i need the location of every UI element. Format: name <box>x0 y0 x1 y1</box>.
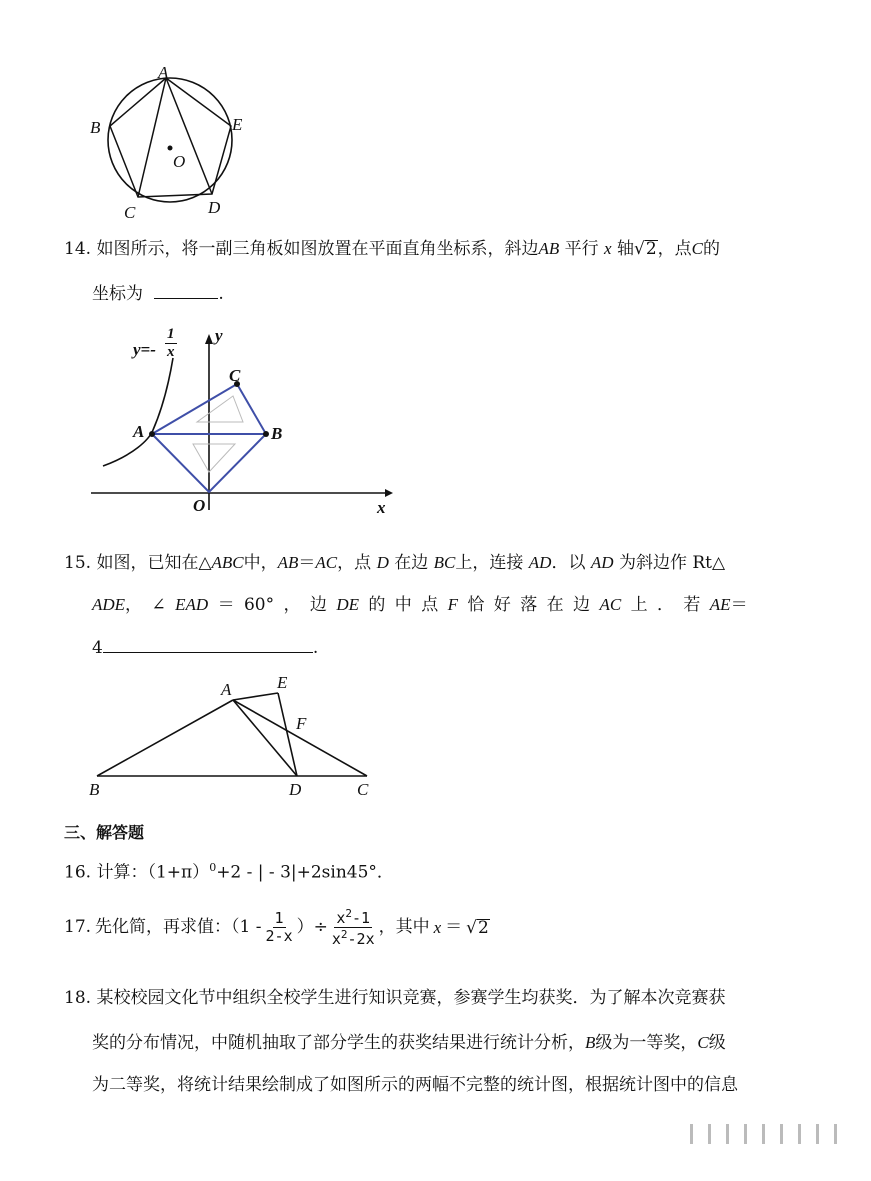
q16-text-b: +2 - | - 3|+2sin45°． <box>216 862 394 883</box>
circumcircle <box>108 78 232 202</box>
ruler-upper <box>197 396 243 422</box>
q18-number: 18. <box>64 988 92 1008</box>
q14-line2-text: 坐标为 <box>92 284 143 304</box>
q15-t24: AC <box>599 595 622 614</box>
q17-line <box>64 908 490 947</box>
q16-line <box>64 862 394 882</box>
q14-number: 14. <box>64 239 92 259</box>
q17-eq: ＝ <box>445 917 463 937</box>
q17-f1-denominator: 2-x <box>265 927 293 945</box>
q17-text-a: 先化简，再求值：（1 - <box>95 917 262 937</box>
q15-t12: AD <box>528 553 552 572</box>
label-O: O <box>173 152 186 171</box>
x-axis-arrow <box>385 489 393 497</box>
label-C: C <box>124 203 136 222</box>
label-C: C <box>357 780 369 799</box>
q16-exponent: 0 <box>209 861 217 874</box>
q15-t15: 为斜边作 Rt△ <box>618 553 726 573</box>
label-D: D <box>289 780 302 799</box>
q14-c: C <box>691 239 704 258</box>
q18-line3-text: 为二等奖，将统计结果绘制成了如图所示的两幅不完整的统计图，根据统计图中的信息 <box>92 1075 738 1095</box>
bar-mark <box>708 1124 711 1144</box>
q18-line2 <box>92 1034 726 1052</box>
q15-t29: . <box>312 638 319 658</box>
q15-t20: DE <box>336 595 359 614</box>
q14-text-3: 轴 <box>617 239 634 259</box>
q15-t18: EAD <box>175 595 209 614</box>
q18-line3 <box>92 1077 738 1094</box>
bar-mark <box>780 1124 783 1144</box>
label-C: C <box>229 366 241 385</box>
chord-AC <box>138 78 166 197</box>
triangle-svg <box>85 670 385 805</box>
q15-t23: 恰 好 落 在 边 <box>467 595 591 615</box>
q17-x: x <box>433 918 442 937</box>
label-O: O <box>193 496 206 515</box>
q14-ab: AB <box>538 239 560 258</box>
q15-t6: AC <box>315 553 338 572</box>
q17-sqrt-arg: 2 <box>478 917 489 938</box>
q15-t26: AE <box>709 595 731 614</box>
q17-f2-denominator: $x^2-2x$ <box>331 928 375 948</box>
axis-label-y: y <box>215 326 223 345</box>
figure-triangle <box>85 670 385 805</box>
q15-t1: 如图，已知在△ <box>96 553 212 573</box>
q14-end: . <box>218 284 224 304</box>
label-A: A <box>133 422 145 441</box>
label-E: E <box>232 115 243 134</box>
label-A: A <box>221 680 232 699</box>
page-bottom-bars <box>690 1140 850 1162</box>
segment-AC <box>233 700 367 776</box>
q14-text-4: ，点 <box>657 239 692 259</box>
q17-fraction-2 <box>332 908 375 947</box>
q15-t4: AB <box>277 553 299 572</box>
q17-sqrt: √2 <box>466 917 489 938</box>
function-numerator: 1 <box>167 326 175 342</box>
bar-mark <box>726 1124 729 1144</box>
q18-l2a: 奖的分布情况，中随机抽取了部分学生的获奖结果进行统计分析， <box>92 1033 585 1053</box>
q15-t3: 中， <box>243 553 278 573</box>
q15-t21: 的 中 点 <box>368 595 439 615</box>
circle-pentagon-svg <box>80 55 260 225</box>
q17-f1-numerator: 1 <box>274 909 284 927</box>
q17-fraction-1 <box>266 911 293 944</box>
q14-sqrt-arg: 2 <box>645 239 657 259</box>
q14-text-5: 的 <box>703 239 721 259</box>
label-B: B <box>90 118 101 137</box>
q14-line1 <box>64 240 720 258</box>
q14-line2 <box>92 284 224 303</box>
q15-line1 <box>64 554 725 572</box>
q17-number: 17. <box>64 917 92 937</box>
segment-BA <box>97 700 233 776</box>
q15-t17: ， ∠ <box>125 595 166 615</box>
bar-mark <box>744 1124 747 1144</box>
q15-t5: ＝ <box>298 553 316 573</box>
section-heading: 三、解答题 <box>64 823 145 842</box>
q15-line3 <box>92 638 318 657</box>
axis-label-x: x <box>377 498 386 517</box>
label-A: A <box>158 63 169 82</box>
ruler-lower <box>193 444 235 472</box>
q18-l2e: 级 <box>708 1033 726 1053</box>
q14-text-2: 平行 <box>564 239 599 259</box>
point-A <box>149 431 155 437</box>
bar-mark <box>762 1124 765 1144</box>
q15-number: 15. <box>64 553 92 573</box>
q16-text-a: 计算：（1+π） <box>96 862 210 883</box>
q15-t8: D <box>376 553 389 572</box>
bar-mark <box>690 1124 693 1144</box>
q15-answer-blank <box>103 638 313 653</box>
q14-x: x <box>604 239 612 258</box>
q15-t14: AD <box>590 553 614 572</box>
q14-text-1: 如图所示，将一副三角板如图放置在平面直角坐标系，斜边 <box>96 239 539 259</box>
q15-t19: ＝ 60° ， 边 <box>217 595 327 615</box>
figure-circle-pentagon <box>80 55 260 225</box>
q17-text-c: ，其中 <box>378 917 430 937</box>
q18-line1-text: 某校校园文化节中组织全校学生进行知识竞赛，参赛学生均获奖．为了解本次竞赛获 <box>96 988 726 1008</box>
figure-coordinate <box>85 322 405 517</box>
bar-mark <box>798 1124 801 1144</box>
q15-t27: ＝ <box>730 595 748 615</box>
q18-line1 <box>64 990 725 1007</box>
label-E: E <box>277 673 288 692</box>
point-B <box>263 431 269 437</box>
function-label: y=- <box>133 340 156 359</box>
q15-t22: F <box>447 595 458 614</box>
q15-t28: 4 <box>92 638 103 658</box>
label-D: D <box>208 198 221 217</box>
segment-AE <box>233 693 278 700</box>
segment-AD <box>233 700 297 776</box>
q18-l2b: B <box>585 1033 596 1052</box>
function-denominator: x <box>167 344 175 360</box>
bar-mark <box>816 1124 819 1144</box>
center-point <box>168 146 173 151</box>
q15-t13: ．以 <box>551 553 586 573</box>
q15-t10: BC <box>433 553 456 572</box>
label-B: B <box>271 424 283 443</box>
q16-number: 16. <box>64 862 92 883</box>
hyperbola-curve <box>103 358 173 466</box>
y-axis-arrow <box>205 334 213 344</box>
q15-t7: ，点 <box>337 553 372 573</box>
q14-answer-blank <box>154 284 218 299</box>
label-B: B <box>89 780 100 799</box>
q15-t11: 上，连接 <box>455 553 524 573</box>
bar-mark <box>834 1124 837 1144</box>
q18-l2d: C <box>697 1033 709 1052</box>
q15-t2: ABC <box>211 553 244 572</box>
q15-t16: ADE <box>92 595 126 614</box>
q15-line2 <box>92 596 748 614</box>
q15-t25: 上 ． 若 <box>630 595 701 615</box>
q17-f2-numerator: $x^2-1$ <box>336 907 371 927</box>
function-fraction <box>165 326 177 361</box>
q14-sqrt: √2 <box>634 239 657 259</box>
q15-t9: 在边 <box>394 553 429 573</box>
q17-text-b: ）÷ <box>296 917 328 937</box>
q18-l2c: 级为一等奖， <box>595 1033 698 1053</box>
label-F: F <box>296 714 307 733</box>
